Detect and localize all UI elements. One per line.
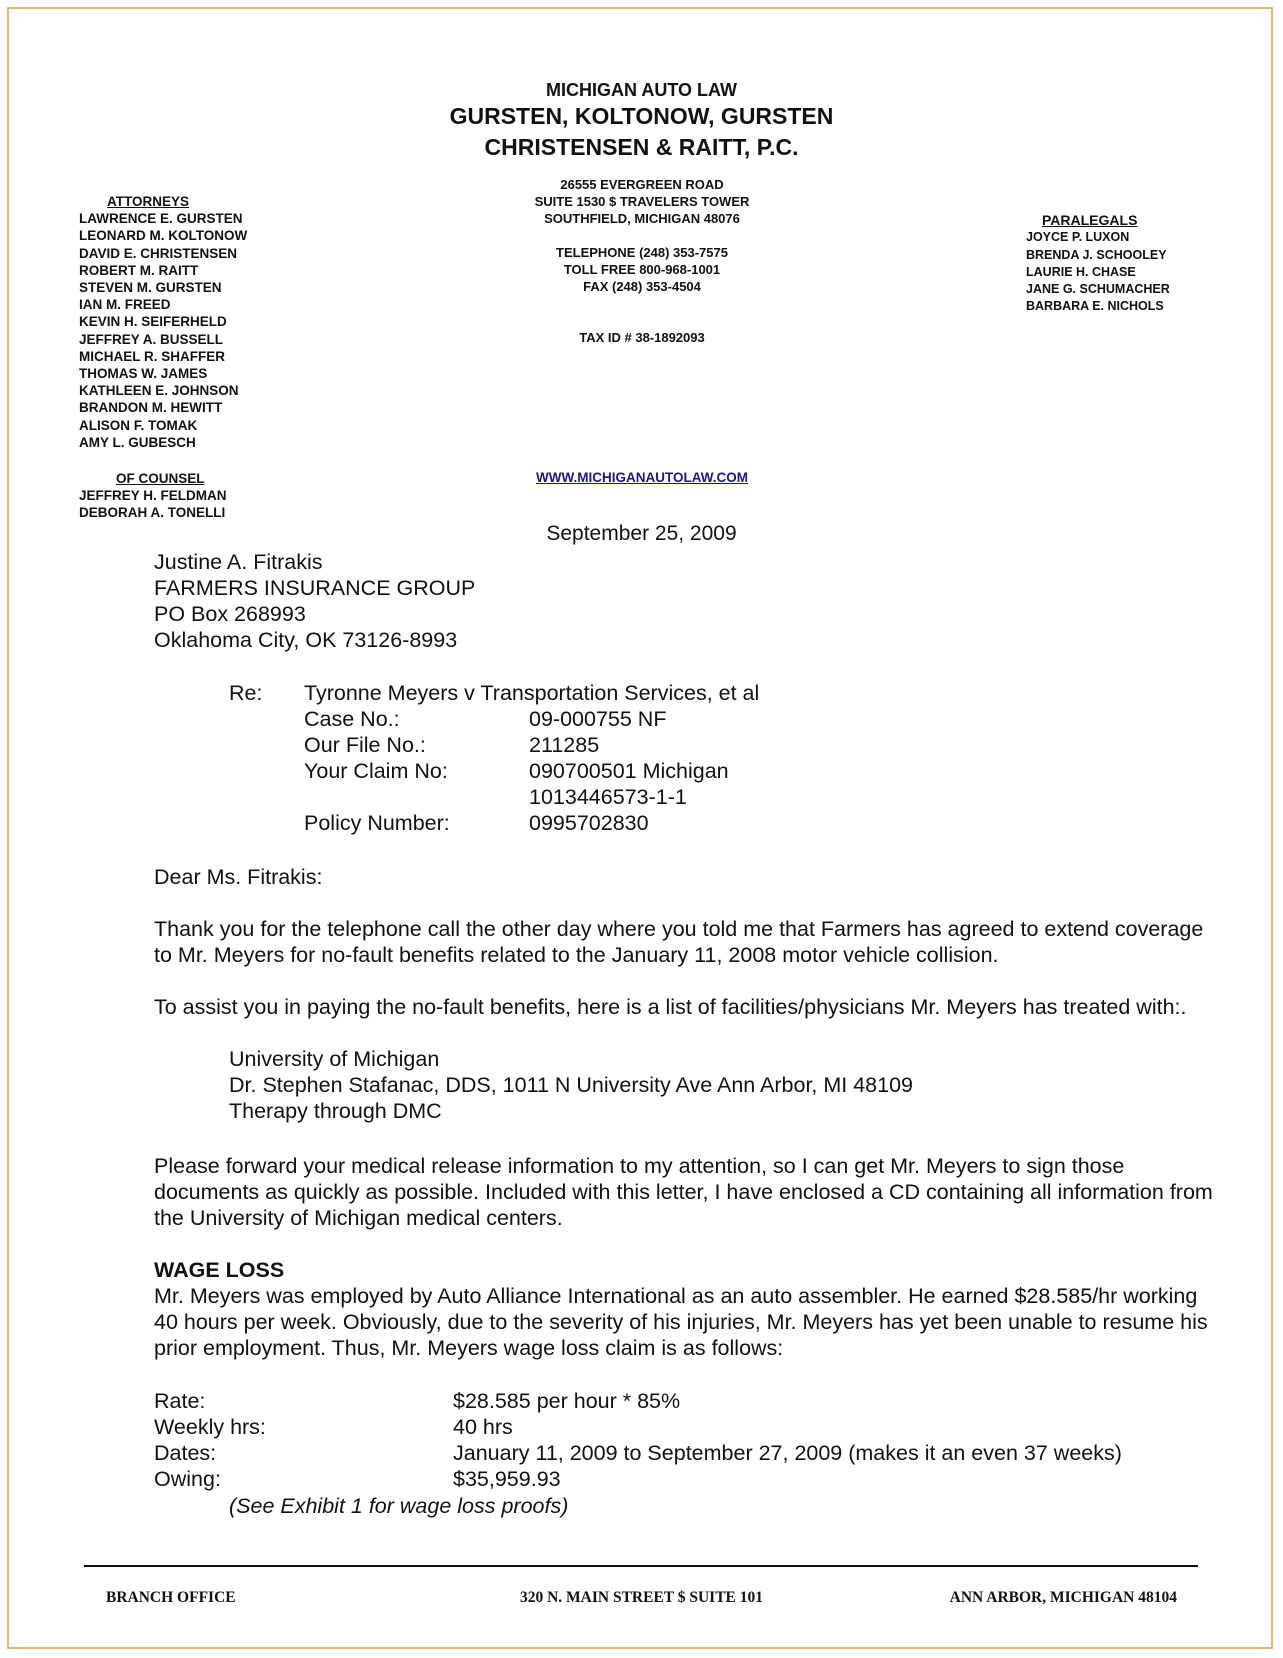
attorneys-list [79, 193, 247, 451]
wage-values [453, 1388, 1122, 1492]
paralegals-heading: PARALEGALS [1042, 212, 1138, 228]
brand-title: MICHIGAN AUTO LAW [546, 80, 737, 100]
attorney-name: STEVEN M. GURSTEN [79, 280, 222, 296]
attorney-name: AMY L. GUBESCH [79, 434, 196, 450]
salutation: Dear Ms. Fitrakis: [154, 865, 323, 889]
firm-name-line1: GURSTEN, KOLTONOW, GURSTEN [449, 103, 834, 129]
paragraph-3: Please forward your medical release information to my attention, so I can get Mr. Meyers to sign those documents as quickly as possible. Included with this letter, I have enclosed a CD containing all information from the University of Michigan medical centers. [154, 1154, 1213, 1230]
facility-item: Dr. Stephen Stafanac, DDS, 1011 N University Ave Ann Arbor, MI 48109 [229, 1073, 914, 1097]
footer-city: ANN ARBOR, MICHIGAN 48104 [949, 1589, 1177, 1606]
wage-labels [154, 1388, 266, 1492]
address-line: SUITE 1530 $ TRAVELERS TOWER [534, 194, 750, 209]
re-field-value: 211285 [529, 733, 600, 757]
attorney-name: THOMAS W. JAMES [79, 366, 208, 382]
wage-value: 40 hrs [453, 1415, 513, 1439]
paralegal-name: JOYCE P. LUXON [1026, 230, 1130, 245]
attorneys-heading: ATTORNEYS [107, 194, 190, 209]
counsel-name: JEFFREY H. FELDMAN [79, 488, 227, 503]
paragraph-2: To assist you in paying the no-fault benefits, here is a list of facilities/physicians Mr. Meyers has treated with:. [154, 995, 1187, 1019]
footer-branch: BRANCH OFFICE [106, 1589, 236, 1606]
attorney-name: JEFFREY A. BUSSELL [79, 331, 224, 347]
attorney-name: DAVID E. CHRISTENSEN [79, 245, 238, 261]
firm-address-block [440, 176, 844, 346]
wage-label: Weekly hrs: [154, 1415, 266, 1439]
re-field-value: 0995702830 [529, 811, 649, 835]
paralegals-list [1026, 212, 1170, 316]
wage-label: Owing: [154, 1467, 221, 1491]
recipient-line: PO Box 268993 [154, 602, 306, 626]
of-counsel-list [79, 470, 227, 521]
re-subject: Tyronne Meyers v Transportation Services, et al [304, 681, 760, 705]
re-field-label: Your Claim No: [304, 759, 448, 783]
firm-name-line2: CHRISTENSEN & RAITT, P.C. [484, 134, 799, 160]
attorney-name: KEVIN H. SEIFERHELD [79, 314, 227, 330]
attorney-name: LEONARD M. KOLTONOW [79, 228, 248, 244]
attorney-name: KATHLEEN E. JOHNSON [79, 383, 239, 399]
website-link[interactable]: WWW.MICHIGANAUTOLAW.COM [536, 470, 748, 485]
facility-item: Therapy through DMC [229, 1099, 442, 1123]
recipient-line: FARMERS INSURANCE GROUP [154, 576, 476, 600]
of-counsel-heading: OF COUNSEL [116, 471, 205, 486]
attorney-name: BRANDON M. HEWITT [79, 400, 223, 416]
wage-value: $35,959.93 [453, 1467, 561, 1491]
facility-item: University of Michigan [229, 1047, 440, 1071]
attorney-name: ROBERT M. RAITT [79, 262, 199, 278]
paralegal-name: JANE G. SCHUMACHER [1026, 282, 1170, 297]
re-field-value: 090700501 Michigan [529, 759, 729, 783]
wage-value: January 11, 2009 to September 27, 2009 (makes it an even 37 weeks) [453, 1441, 1122, 1465]
counsel-name: DEBORAH A. TONELLI [79, 505, 226, 520]
paragraph-4: Mr. Meyers was employed by Auto Alliance International as an auto assembler. He earned $28.585/hr working 40 hours per week. Obviously, due to the severity of his injuries, Mr. Meyers has yet been unable to resume his prior employment. Thus, Mr. Meyers wage loss claim is as follows: [154, 1284, 1208, 1360]
tax-id: TAX ID # 38-1892093 [579, 330, 705, 345]
re-field-label: Case No.: [304, 707, 400, 731]
re-values [529, 706, 729, 836]
recipient-line: Justine A. Fitrakis [154, 550, 323, 574]
wage-label: Rate: [154, 1389, 206, 1413]
paralegal-name: BARBARA E. NICHOLS [1026, 299, 1164, 314]
wage-label: Dates: [154, 1441, 217, 1465]
address-line: 26555 EVERGREEN ROAD [560, 177, 724, 192]
phone-line: TELEPHONE (248) 353-7575 [556, 245, 728, 260]
recipient-line: Oklahoma City, OK 73126-8993 [154, 628, 458, 652]
attorney-name: ALISON F. TOMAK [79, 417, 198, 433]
phone-line: TOLL FREE 800-968-1001 [563, 262, 721, 277]
attorney-name: MICHAEL R. SHAFFER [79, 348, 226, 364]
address-line: SOUTHFIELD, MICHIGAN 48076 [544, 211, 740, 226]
paralegal-name: LAURIE H. CHASE [1026, 264, 1136, 279]
wage-loss-heading: WAGE LOSS [154, 1258, 285, 1282]
wage-value: $28.585 per hour * 85% [453, 1389, 681, 1413]
paragraph-1: Thank you for the telephone call the other day where you told me that Farmers has agreed to extend coverage to Mr. Meyers for no-fault benefits related to the January 11, 2008 motor vehicle collision. [154, 917, 1204, 967]
facilities-list [229, 1046, 913, 1124]
letter-date: September 25, 2009 [546, 522, 737, 545]
attorney-name: IAN M. FREED [79, 297, 171, 313]
fax-line: FAX (248) 353-4504 [583, 279, 701, 294]
re-field-value: 09-000755 NF [529, 707, 667, 731]
paralegal-name: BRENDA J. SCHOOLEY [1026, 247, 1167, 262]
re-field-label: Our File No.: [304, 733, 426, 757]
footer-divider [84, 1565, 1198, 1567]
re-label: Re: [229, 681, 263, 705]
re-field-label: Policy Number: [304, 811, 450, 835]
footer-street: 320 N. MAIN STREET $ SUITE 101 [519, 1589, 764, 1606]
recipient-block [154, 549, 475, 653]
exhibit-note: (See Exhibit 1 for wage loss proofs) [229, 1494, 569, 1518]
attorney-name: LAWRENCE E. GURSTEN [79, 211, 243, 227]
re-field-value: 1013446573-1-1 [529, 785, 687, 809]
